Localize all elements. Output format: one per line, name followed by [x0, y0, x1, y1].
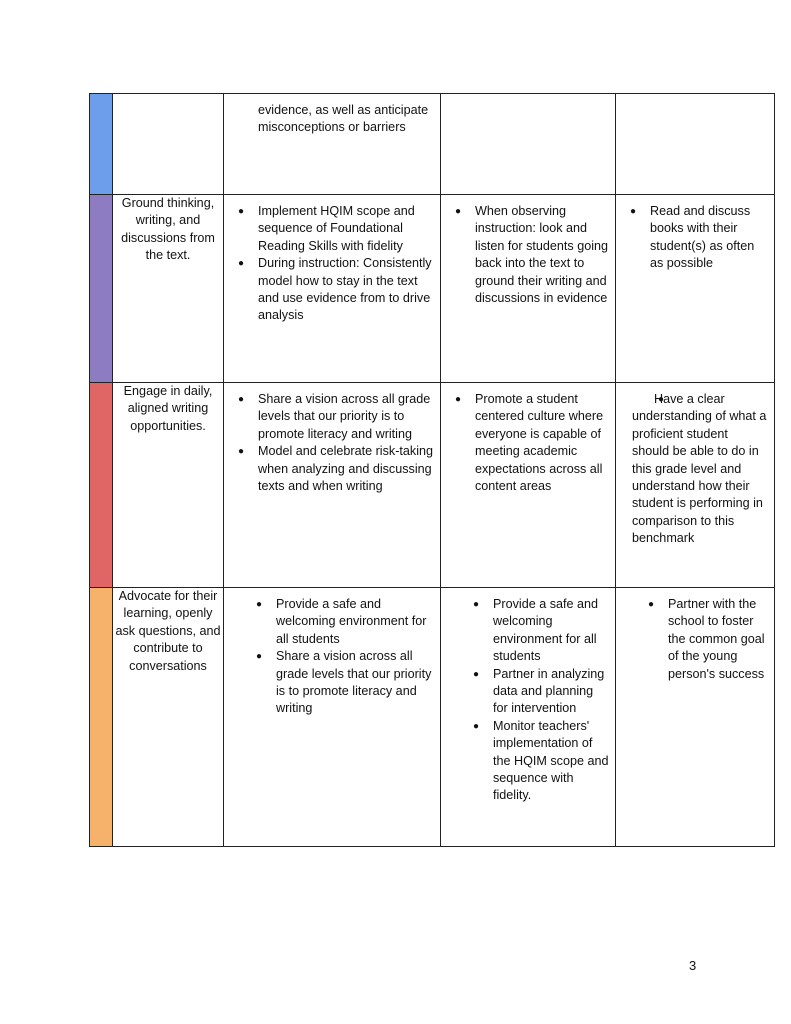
district-leader-cell — [224, 588, 441, 847]
table-row — [90, 94, 775, 195]
bullet-list — [441, 391, 615, 495]
school-leader-cell — [441, 195, 616, 383]
district-leader-cell — [224, 94, 441, 195]
school-leader-cell — [441, 94, 616, 195]
list-item: ● Partner with the school to foster the common goal of the young person's success — [668, 596, 768, 683]
district-leader-cell — [224, 195, 441, 383]
family-cell — [616, 588, 775, 847]
color-band-blue — [90, 94, 113, 195]
goal-cell — [113, 94, 224, 195]
list-item: ● Share a vision across all grade levels that our priority is to promote literacy and writing — [276, 648, 434, 718]
list-item: ● When observing instruction: look and listen for students going back into the text to ground their writing and discussions in evidence — [475, 203, 609, 307]
list-item: ● Have a clear understanding of what a proficient student should be able to do in this grade level and understand how their student is performing in comparison to this benchmark — [632, 391, 768, 548]
list-item: ● During instruction: Consistently model how to stay in the text and use evidence from to drive analysis — [258, 255, 434, 325]
list-item: ● Partner in analyzing data and planning for intervention — [493, 666, 609, 718]
family-cell — [616, 195, 775, 383]
bullet-list — [441, 203, 615, 307]
list-item: ● Model and celebrate risk-taking when analyzing and discussing texts and when writing — [258, 443, 434, 495]
bullet-list — [616, 596, 774, 683]
list-item: ● Implement HQIM scope and sequence of Foundational Reading Skills with fidelity — [258, 203, 434, 255]
school-leader-cell — [441, 588, 616, 847]
list-item: ● Read and discuss books with their student(s) as often as possible — [650, 203, 768, 273]
list-item: ● Share a vision across all grade levels that our priority is to promote literacy and writing — [258, 391, 434, 443]
rubric-table — [89, 93, 775, 847]
list-item: ● Monitor teachers' implementation of the HQIM scope and sequence with fidelity. — [493, 718, 609, 805]
color-band-purple — [90, 195, 113, 383]
continuation-text: evidence, as well as anticipate misconceptions or barriers — [258, 103, 429, 135]
table-row — [90, 195, 775, 383]
district-leader-cell — [224, 383, 441, 588]
goal-cell: Advocate for their learning, openly ask questions, and contribute to conversations — [113, 588, 224, 847]
goal-cell: Ground thinking, writing, and discussions from the text. — [113, 195, 224, 383]
school-leader-cell — [441, 383, 616, 588]
family-cell — [616, 383, 775, 588]
page-number: 3 — [689, 958, 697, 973]
table-row — [90, 588, 775, 847]
color-band-orange — [90, 588, 113, 847]
list-item: ● Promote a student centered culture where everyone is capable of meeting academic expectations across all content areas — [475, 391, 609, 495]
bullet-list — [224, 596, 440, 718]
bullet-list — [616, 203, 774, 273]
bullet-list — [616, 391, 774, 548]
family-cell — [616, 94, 775, 195]
list-item: ● Provide a safe and welcoming environment for all students — [493, 596, 609, 666]
color-band-red — [90, 383, 113, 588]
bullet-list — [441, 596, 615, 805]
table-row — [90, 383, 775, 588]
list-item: ● Provide a safe and welcoming environment for all students — [276, 596, 434, 648]
bullet-list — [224, 203, 440, 325]
bullet-list — [224, 391, 440, 495]
goal-cell: Engage in daily, aligned writing opportunities. — [113, 383, 224, 588]
